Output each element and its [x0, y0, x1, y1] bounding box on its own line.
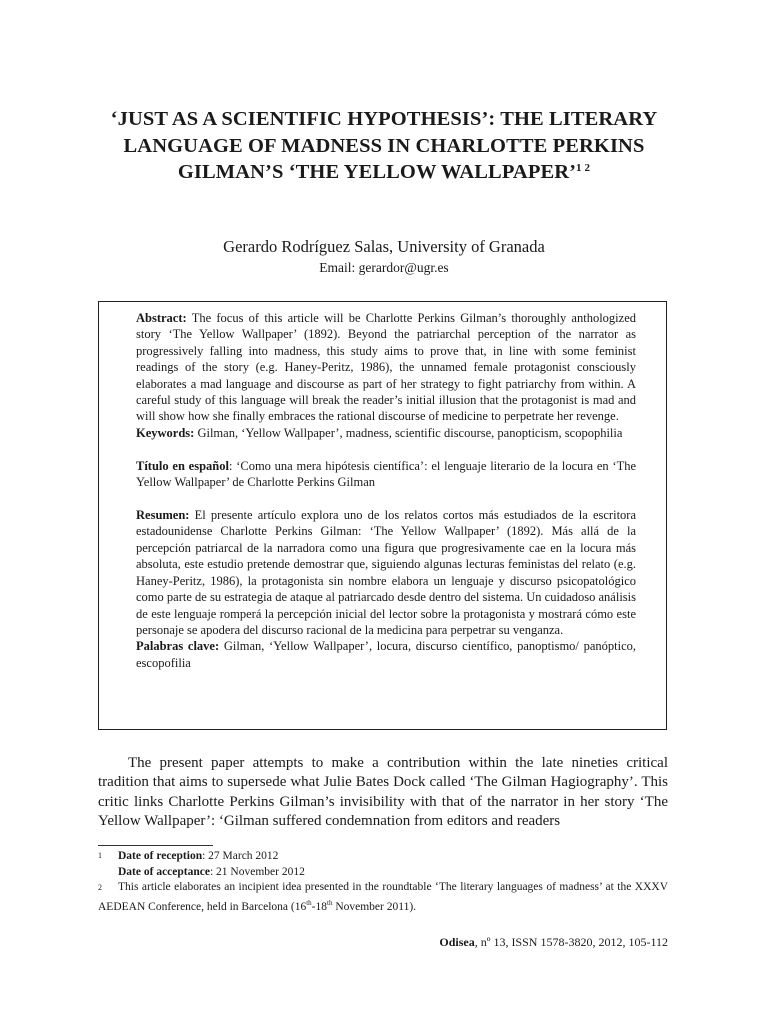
spanish-title-paragraph — [136, 458, 636, 491]
journal-details: , nº 13, ISSN 1578-3820, 2012, 105-112 — [474, 935, 668, 949]
resumen-label: Resumen: — [136, 508, 190, 523]
footnote-2-mark: 2 — [98, 883, 102, 893]
abstract-label: Abstract: — [136, 311, 187, 325]
palabras-clave-label: Palabras clave: — [136, 639, 220, 654]
acceptance-value: : 21 November 2012 — [209, 865, 305, 878]
author-affiliation: Gerardo Rodríguez Salas, University of Granada — [223, 237, 545, 256]
abstract-box — [98, 301, 667, 730]
footnote-2 — [98, 880, 668, 915]
footnote-2-text-b: -18 — [311, 900, 327, 913]
resumen-text: El presente artículo explora uno de los relatos cortos más estudiados de la escritora estadounidense Charlotte Perkins Gilman: ‘The Yellow Wallpaper’ (1892). Más allá de la percepción patriarcal de la narradora como una figura que progresivamente cae en la locura más absoluta, este estudio pretende demostrar que, siguiendo algunas lecturas feministas del relato (e.g. Haney-Peritz, 1986), la protagonista sin nombre elabora un lenguaje y discurso psicopatológico como parte de su estrategia de ataque al patriarcado desde dentro del sistema. Un cuidadoso análisis de este lenguaje romperá la percepción inicial del lector sobre la protagonista y mostrará cómo este personaje se apodera del discurso racional de la medicina para perpetrar su venganza. — [136, 508, 636, 637]
footnote-1-reception — [98, 849, 668, 865]
title-footnote-refs[interactable]: 1 2 — [576, 162, 591, 174]
keywords-paragraph — [136, 425, 636, 441]
journal-name: Odisea — [439, 935, 475, 949]
abstract-text: The focus of this article will be Charlotte Perkins Gilman’s thoroughly anthologized story ‘The Yellow Wallpaper’ (1892). Beyond the patriarchal perception of the narrator as progressively falling into madness, this study aims to prove that, in line with some feminist readings of the story (e.g. Haney-Peritz, 1986), the unnamed female protagonist consciously elaborates a mad language and discourse as part of her strategy to fight patriarchy from within. A careful study of this language will break the reader’s initial illusion that the protagonist is mad and will show how she finally embraces the rational discourse of medicine to perpetrate her revenge. — [136, 311, 636, 424]
footnote-divider — [98, 845, 213, 846]
article-title — [90, 106, 678, 186]
reception-value: : 27 March 2012 — [202, 850, 279, 862]
footnote-2-text-a: This article elaborates an incipient idea presented in the roundtable ‘The literary languages of madness’ at the XXXV AEDEAN Conference, held in Barcelona (16 — [98, 881, 668, 913]
keywords-label: Keywords: — [136, 425, 195, 440]
keywords-text: Gilman, ‘Yellow Wallpaper’, madness, scientific discourse, panopticism, scopophilia — [194, 425, 623, 440]
spanish-title-label: Título en español — [136, 458, 229, 473]
palabras-clave-text: Gilman, ‘Yellow Wallpaper’, locura, discurso científico, panoptismo/ panóptico, escopofilia — [136, 639, 636, 670]
author-email: Email: gerardor@ugr.es — [319, 260, 449, 275]
palabras-clave-paragraph — [136, 638, 636, 671]
reception-label: Date of reception — [118, 850, 203, 862]
abstract-paragraph — [136, 310, 636, 425]
footnote-2-sup-a: th — [306, 898, 312, 907]
footnote-1-acceptance — [98, 865, 668, 881]
footnote-2-text-c: November 2011). — [332, 900, 417, 913]
footnote-2-sup-b: th — [327, 898, 333, 907]
acceptance-label: Date of acceptance — [118, 865, 210, 878]
title-text: ‘JUST AS A SCIENTIFIC HYPOTHESIS’: THE LITERARY LANGUAGE OF MADNESS IN CHARLOTTE PERKINS GILMAN’S ‘THE YELLOW WALLPAPER’ — [110, 108, 658, 183]
footnote-1-mark: 1 — [98, 851, 102, 860]
resumen-paragraph — [136, 507, 636, 638]
running-footer — [439, 934, 668, 950]
body-paragraph: The present paper attempts to make a contribution within the late nineties critical tradition that aims to supersede what Julie Bates Dock called ‘The Gilman Hagiography’. This critic links Charlotte Perkins Gilman’s invisibility with that of the narrator in her story ‘The Yellow Wallpaper’: ‘Gilman suffered condemnation from editors and readers — [98, 755, 668, 830]
spanish-title-text: : ‘Como una mera hipótesis científica’: el lenguaje literario de la locura en ‘The Yellow Wallpaper’ de Charlotte Perkins Gilman — [136, 458, 636, 490]
footnotes — [98, 849, 668, 915]
